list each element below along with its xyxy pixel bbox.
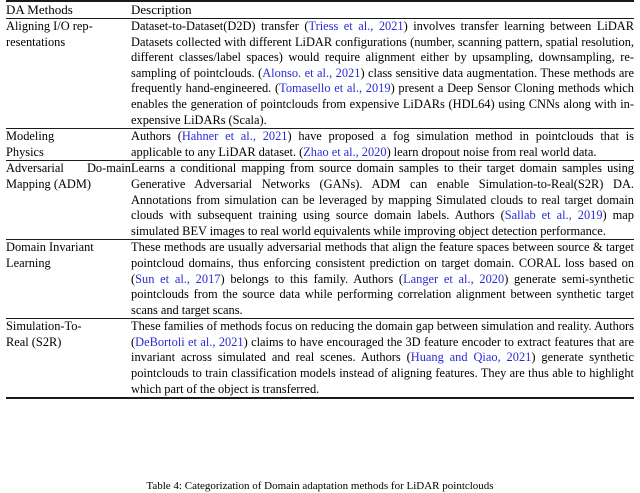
body-text: ) present a Deep Sensor Cloning methods which enables the generation of pointclouds from expensive LiDARs (HDL64) using CNNs along with in-expensive LiDARs (Scala). [131,81,635,127]
body-text: These families of methods focus on reducing the domain gap between simulation and reality. Authors ( [131,319,634,349]
table-row [6,240,634,318]
citation-link[interactable]: Zhao et al., 2020 [303,144,387,159]
header-description: Description [131,2,192,17]
body-text: These methods are usually adversarial methods that align the feature spaces between source & target pointcloud domains, thus enforcing consistent prediction on target domain. CORAL loss based on ( [131,240,634,286]
method-line-2: (ADM) [53,176,92,191]
description-cell [131,240,634,318]
description-cell [131,19,634,129]
method-line-2: Physics [6,144,44,159]
table-row [6,129,634,161]
citation-link[interactable]: Huang and Qiao, 2021 [410,350,532,365]
body-text: ) map simulated BEV images to real world equivalents while improving object detection performance. [131,208,634,238]
table-row [6,19,634,129]
body-text: Learns a conditional mapping from source domain samples to their target domain samples using Generative Adversarial Networks (GANs). ADM can enable Simulation-to-Real(S2R) DA. Annotations from simulation can be leveraged by mapping Simulated clouds to real target domain clouds with subsequent training using source domain labels. Authors ( [131,161,634,223]
method-line-2: Real (S2R) [6,334,62,349]
body-text: ) learn dropout noise from real world data. [386,144,597,159]
table-bottom-rule [6,398,634,399]
body-text: ) have proposed a fog simulation method in pointclouds that is applicable to any LiDAR dataset. ( [131,129,634,159]
method-line-1: Adversarial Do-main Mapping [6,161,131,191]
body-text: Authors ( [131,129,182,144]
method-name-cell [6,319,131,398]
method-line-1: Domain Invariant [6,240,94,255]
method-name-cell [6,161,131,239]
table-row [6,161,634,239]
method-name-cell [6,19,131,129]
header-da-methods: DA Methods [6,2,73,17]
citation-link[interactable]: Triess et al., 2021 [308,19,404,33]
body-text: ) generate synthetic pointclouds to train classification models instead of aligning features. They are thus able to highlight which part of the object is transferred. [131,350,634,396]
method-line-1: Aligning I/O rep- [6,19,93,33]
citation-link[interactable]: Alonso. et al., 2021 [262,65,361,80]
description-cell [131,161,634,239]
citation-link[interactable]: DeBortoli et al., 2021 [135,334,244,349]
description-cell [131,319,634,398]
method-name-cell [6,240,131,318]
citation-link[interactable]: Langer et al., 2020 [403,271,505,286]
body-text: Dataset-to-Dataset(D2D) transfer ( [131,19,309,33]
citation-link[interactable]: Sun et al., 2017 [135,271,221,286]
table-row [6,319,634,398]
table-header-row [6,2,634,19]
body-text: ) belongs to this family. Authors ( [220,271,404,286]
body-text: ) class sensitive data augmentation. These methods are frequently hand-engineered. ( [131,65,635,96]
body-text: ) claims to have encouraged the 3D feature encoder to extract features that are invariant across simulated and real scenes. Authors ( [131,334,634,365]
table-caption: Table 4: Categorization of Domain adaptation methods for LiDAR pointclouds [146,480,494,492]
citation-link[interactable]: Hahner et al., 2021 [181,129,288,144]
da-methods-table [6,0,634,399]
method-line-1: Simulation-To- [6,319,82,334]
method-name-cell [6,129,131,161]
description-cell [131,129,634,161]
method-line-2: Learning [6,255,51,270]
method-line-1: Modeling [6,129,55,144]
citation-link[interactable]: Tomasello et al., 2019 [279,81,391,96]
body-text: ) generate semi-synthetic pointclouds from the source data while performing correlation alignment between synthetic target scans and target scans. [131,271,635,317]
citation-link[interactable]: Sallab et al., 2019 [504,208,603,223]
method-line-2: resentations [6,34,66,49]
body-text: ) involves transfer learning between LiDAR Datasets collected with different LiDAR configurations (number, scanning pattern, spatial resolution, different classes/label spaces) would require alignment either by upsampling, downsampling, re-sampling of pointclouds. ( [131,19,634,80]
